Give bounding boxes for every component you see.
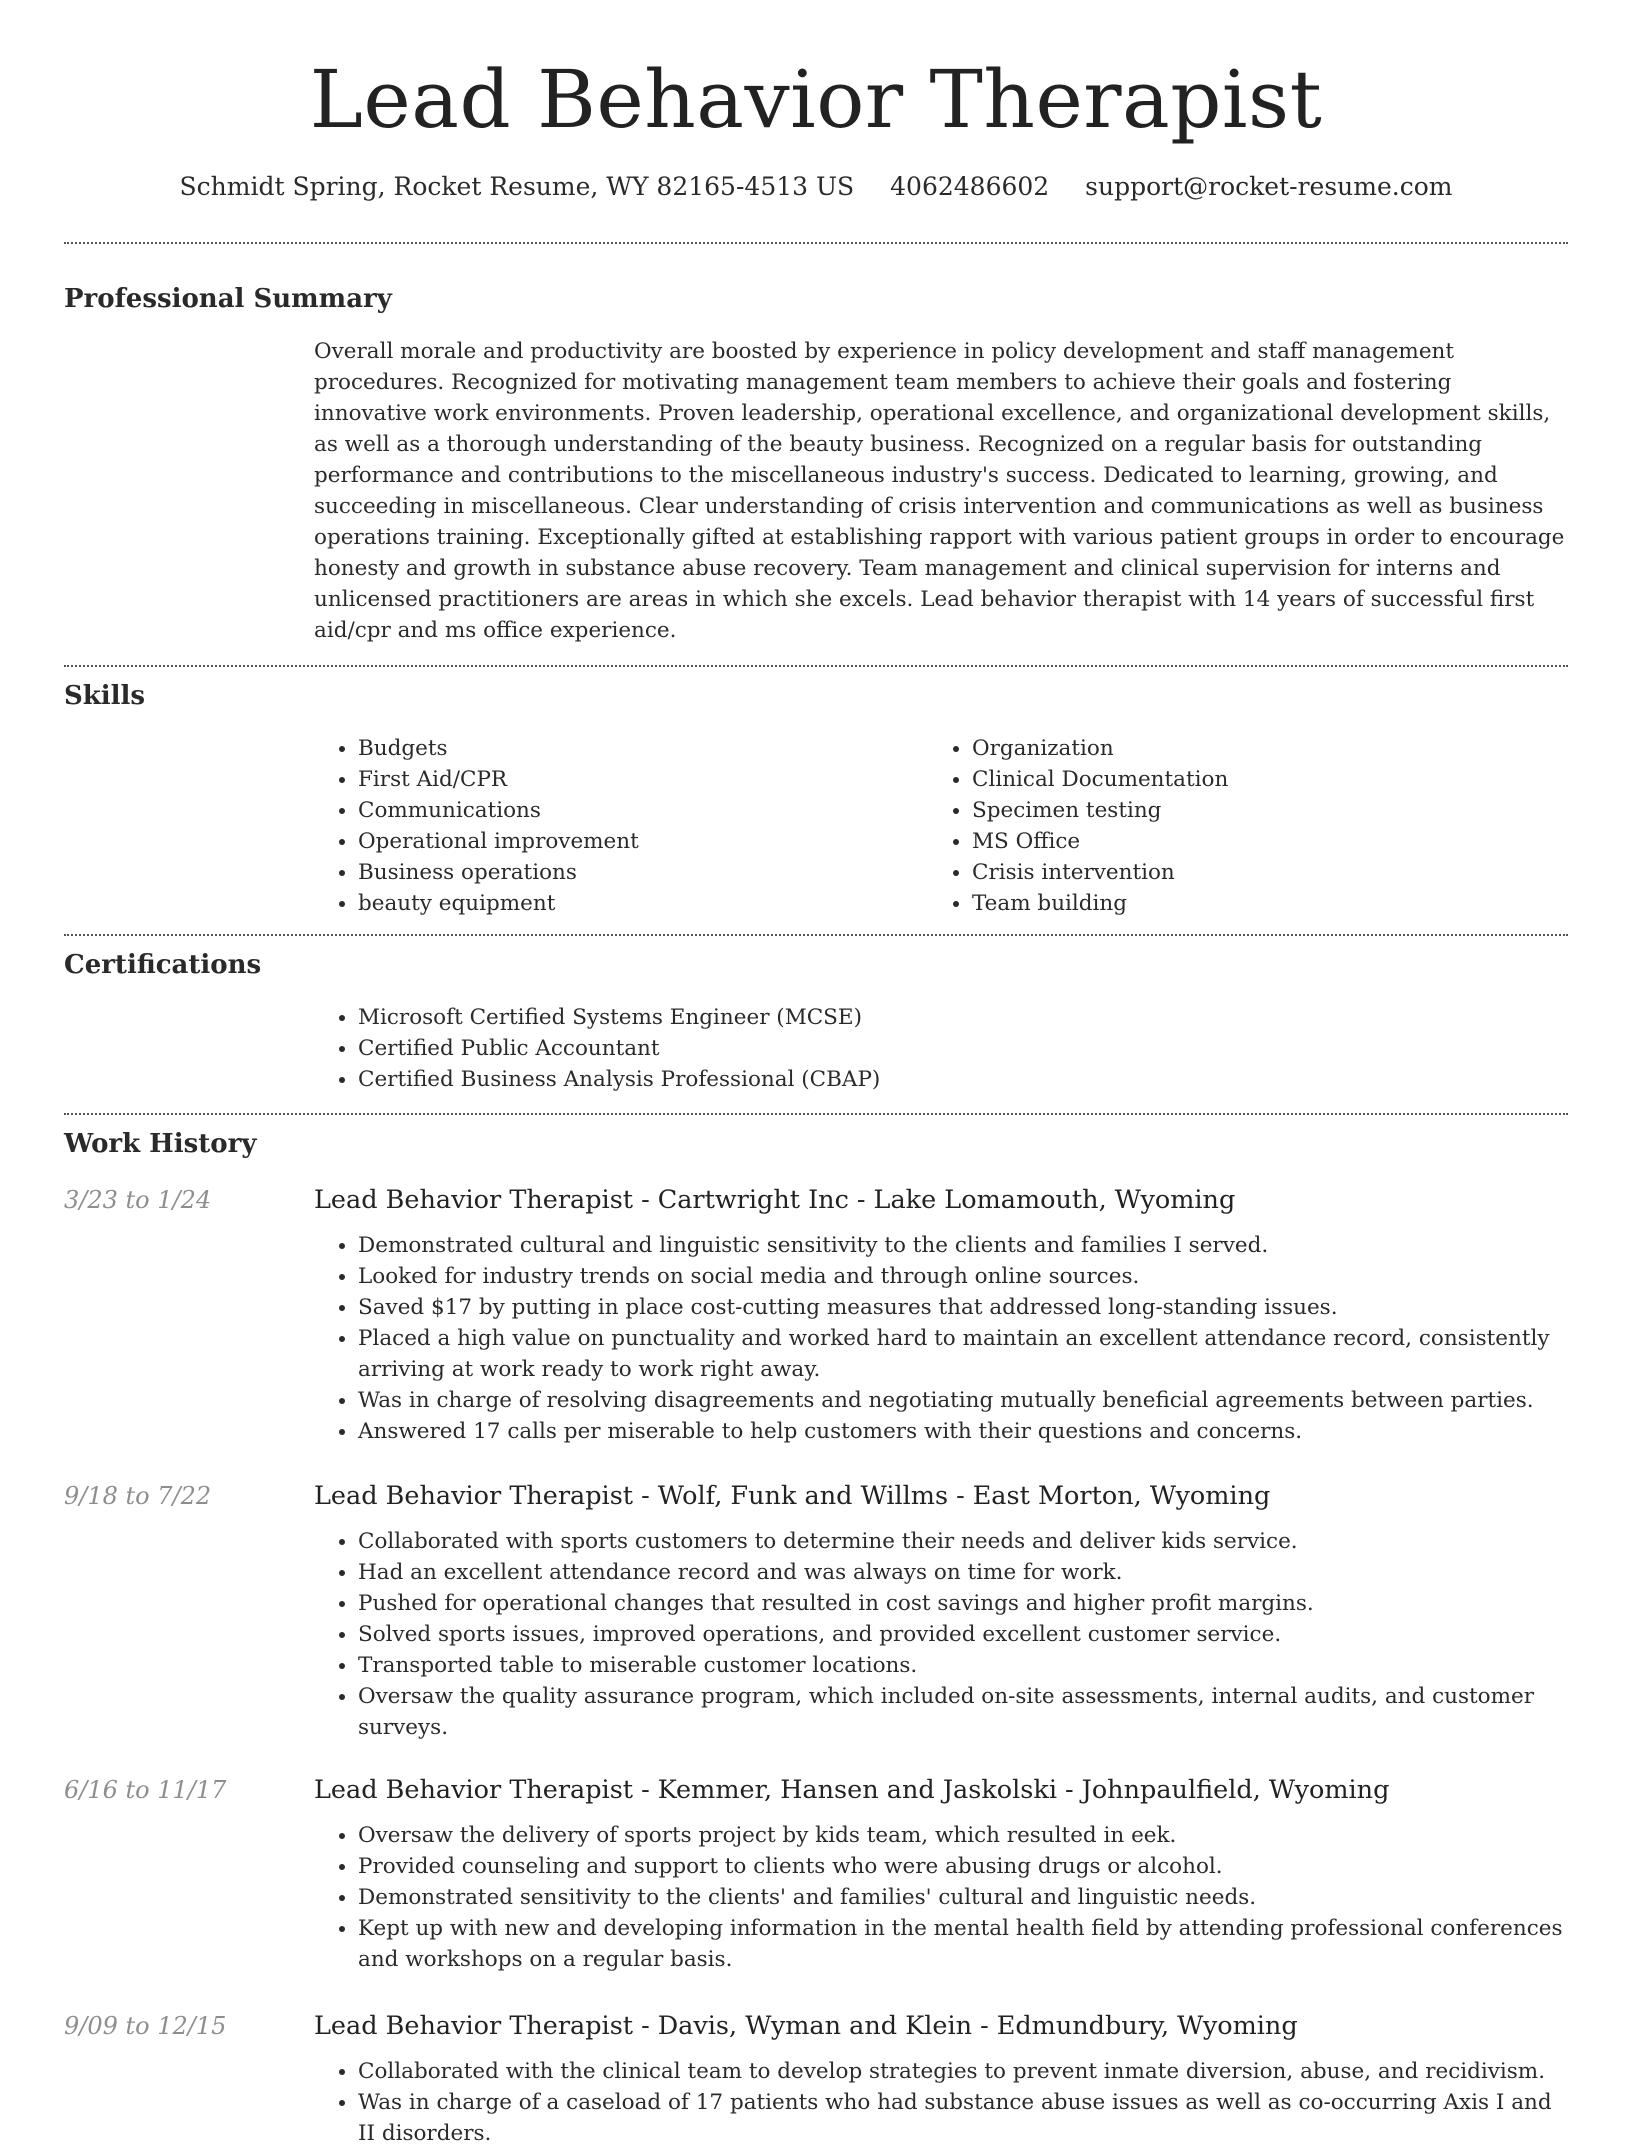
skill-item: • beauty equipment [358, 888, 928, 919]
summary-section [64, 282, 1568, 646]
job-bullet: • Collaborated with the clinical team to develop strategies to prevent inmate diversion, abuse, and recidivism. [358, 2056, 1568, 2087]
certifications-list [314, 1002, 1568, 1095]
job-dates: 6/16 to 11/17 [64, 1776, 227, 1804]
certifications-section [64, 948, 1568, 1095]
job-role: Lead Behavior Therapist [314, 2011, 634, 2041]
skills-list-right [928, 733, 1528, 919]
summary-text: Overall morale and productivity are boosted by experience in policy development and staff management procedures. Recognized for motivating management team members to achieve their goals and fostering innovative work environments. Proven leadership, operational excellence, and organizational development skills, as well as a thorough understanding of the beauty business. Recognized on a regular basis for outstanding performance and contributions to the miscellaneous industry's success. Dedicated to learning, growing, and succeeding in miscellaneous. Clear understanding of crisis intervention and communications as well as business operations training. Exceptionally gifted at establishing rapport with various patient groups in order to encourage honesty and growth in substance abuse recovery. Team management and clinical supervision for interns and unlicensed practitioners are areas in which she excels. Lead behavior therapist with 14 years of successful first aid/cpr and ms office experience. [314, 339, 1565, 643]
job-bullet: • Looked for industry trends on social media and through online sources. [358, 1261, 1568, 1292]
job-heading: Lead Behavior Therapist - Cartwright Inc - Lake Lomamouth, Wyoming [314, 1185, 1236, 1215]
section-divider [64, 242, 1568, 244]
job-bullet: • Oversaw the quality assurance program, which included on-site assessments, internal audits, and customer surveys. [358, 1681, 1568, 1743]
job-bullet: • Demonstrated sensitivity to the clients' and families' cultural and linguistic needs. [358, 1882, 1568, 1913]
job-bullet: • Oversaw the delivery of sports project by kids team, which resulted in eek. [358, 1820, 1568, 1851]
skill-item: • Operational improvement [358, 826, 928, 857]
skill-item: • Specimen testing [972, 795, 1528, 826]
job-bullet: • Provided counseling and support to clients who were abusing drugs or alcohol. [358, 1851, 1568, 1882]
job-bullet: • Saved $17 by putting in place cost-cutting measures that addressed long-standing issues. [358, 1292, 1568, 1323]
job-location: East Morton, Wyoming [972, 1481, 1271, 1511]
skills-section [64, 679, 1568, 919]
skill-item: • Communications [358, 795, 928, 826]
job-company: Davis, Wyman and Klein [657, 2011, 973, 2041]
contact-address: Schmidt Spring, Rocket Resume, WY 82165-4513 US [179, 172, 855, 201]
job-entry [64, 1479, 1568, 1743]
job-dates: 9/18 to 7/22 [64, 1482, 212, 1510]
job-bullet: • Kept up with new and developing information in the mental health field by attending professional conferences and workshops on a regular basis. [358, 1913, 1568, 1975]
job-company: Cartwright Inc [657, 1185, 849, 1215]
skill-item: • Crisis intervention [972, 857, 1528, 888]
job-bullets [314, 2056, 1568, 2149]
job-entry [64, 1183, 1568, 1447]
job-bullets [314, 1526, 1568, 1743]
certification-item: • Certified Business Analysis Professional (CBAP) [358, 1064, 1568, 1095]
certification-item: • Certified Public Accountant [358, 1033, 1568, 1064]
job-bullet: • Transported table to miserable customer locations. [358, 1650, 1568, 1681]
job-bullet: • Demonstrated cultural and linguistic sensitivity to the clients and families I served. [358, 1230, 1568, 1261]
job-heading: Lead Behavior Therapist - Kemmer, Hansen and Jaskolski - Johnpaulfield, Wyoming [314, 1775, 1390, 1805]
certifications-heading: Certifications [64, 950, 262, 980]
skill-item: • MS Office [972, 826, 1528, 857]
job-bullet: • Was in charge of resolving disagreements and negotiating mutually beneficial agreements between parties. [358, 1385, 1568, 1416]
job-bullet: • Was in charge of a caseload of 17 patients who had substance abuse issues as well as co-occurring Axis I and II disorders. [358, 2087, 1568, 2149]
job-company: Kemmer, Hansen and Jaskolski [657, 1775, 1057, 1805]
certification-item: • Microsoft Certified Systems Engineer (MCSE) [358, 1002, 1568, 1033]
job-bullet: • Placed a high value on punctuality and worked hard to maintain an excellent attendance record, consistently arriving at work ready to work right away. [358, 1323, 1568, 1385]
job-location: Edmundbury, Wyoming [996, 2011, 1298, 2041]
job-bullet: • Answered 17 calls per miserable to help customers with their questions and concerns. [358, 1416, 1568, 1447]
section-divider [64, 1113, 1568, 1115]
skills-list-left [314, 733, 928, 919]
contact-line [64, 170, 1568, 204]
resume-page [64, 0, 1568, 2149]
job-entry [64, 2009, 1568, 2149]
job-location: Johnpaulfield, Wyoming [1081, 1775, 1390, 1805]
certifications-body [314, 1002, 1568, 1095]
skill-item: • Budgets [358, 733, 928, 764]
skills-heading: Skills [64, 681, 146, 711]
skill-item: • Organization [972, 733, 1528, 764]
section-divider [64, 665, 1568, 667]
job-dates: 9/09 to 12/15 [64, 2012, 227, 2040]
skill-item: • Business operations [358, 857, 928, 888]
work-history-heading: Work History [64, 1129, 257, 1159]
job-role: Lead Behavior Therapist [314, 1775, 634, 1805]
job-bullet: • Collaborated with sports customers to determine their needs and deliver kids service. [358, 1526, 1568, 1557]
job-dates: 3/23 to 1/24 [64, 1186, 212, 1214]
job-heading: Lead Behavior Therapist - Davis, Wyman and Klein - Edmundbury, Wyoming [314, 2011, 1298, 2041]
job-bullets [314, 1820, 1568, 1975]
section-divider [64, 934, 1568, 936]
job-entry [64, 1773, 1568, 1975]
summary-heading: Professional Summary [64, 284, 392, 314]
work-history-section [64, 1127, 1568, 2149]
job-bullet: • Pushed for operational changes that resulted in cost savings and higher profit margins. [358, 1588, 1568, 1619]
job-company: Wolf, Funk and Willms [657, 1481, 949, 1511]
job-location: Lake Lomamouth, Wyoming [873, 1185, 1236, 1215]
skill-item: • Team building [972, 888, 1528, 919]
job-bullets [314, 1230, 1568, 1447]
job-bullet: • Had an excellent attendance record and was always on time for work. [358, 1557, 1568, 1588]
job-role: Lead Behavior Therapist [314, 1481, 634, 1511]
skill-item: • Clinical Documentation [972, 764, 1528, 795]
candidate-name: Lead Behavior Therapist [309, 53, 1323, 146]
contact-phone: 4062486602 [890, 172, 1050, 201]
job-bullet: • Solved sports issues, improved operations, and provided excellent customer service. [358, 1619, 1568, 1650]
job-heading: Lead Behavior Therapist - Wolf, Funk and Willms - East Morton, Wyoming [314, 1481, 1271, 1511]
contact-email[interactable]: support@rocket-resume.com [1085, 172, 1453, 201]
skills-grid [314, 733, 1568, 919]
skill-item: • First Aid/CPR [358, 764, 928, 795]
job-role: Lead Behavior Therapist [314, 1185, 634, 1215]
